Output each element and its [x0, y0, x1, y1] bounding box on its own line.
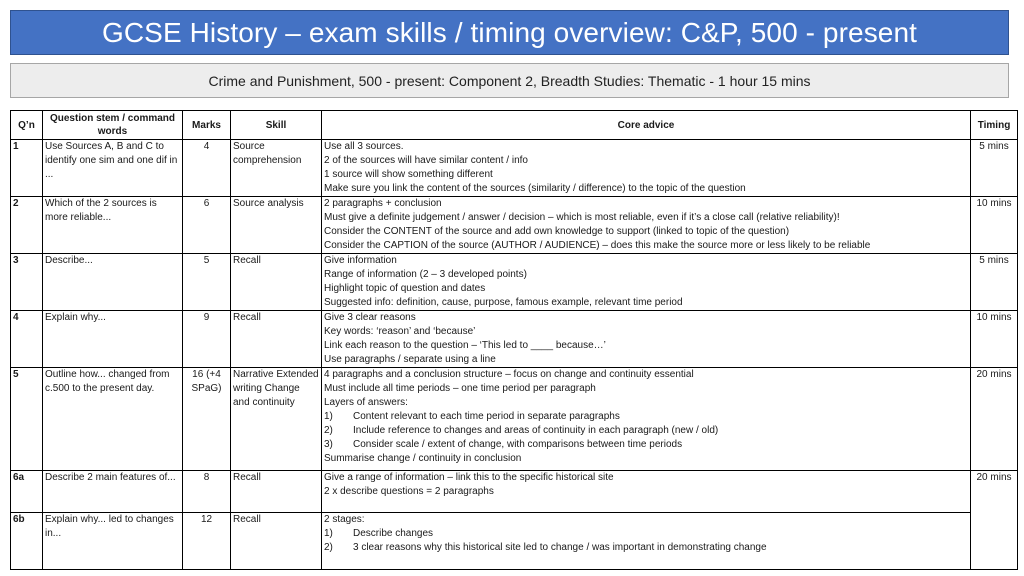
table-row — [11, 140, 1018, 197]
row-marks: 9 — [183, 311, 231, 368]
exam-skills-table — [10, 110, 1018, 570]
table-row — [11, 471, 1018, 513]
header-timing: Timing — [971, 111, 1018, 140]
advice-line: Make sure you link the content of the sources (similarity / difference) to the topic of the question — [324, 183, 746, 194]
table-row — [11, 368, 1018, 471]
row-qn: 6a — [11, 471, 43, 513]
row-advice — [322, 254, 971, 311]
row-advice — [322, 197, 971, 254]
advice-line: Highlight topic of question and dates — [324, 283, 486, 294]
row-skill: Narrative Extended writing Change and continuity — [231, 368, 322, 471]
row-marks: 4 — [183, 140, 231, 197]
list-number: 2) — [324, 542, 333, 553]
row-timing: 10 mins — [971, 197, 1018, 254]
row-marks: 6 — [183, 197, 231, 254]
row-marks: 12 — [183, 513, 231, 570]
row-skill: Source comprehension — [231, 140, 322, 197]
row-timing: 5 mins — [971, 140, 1018, 197]
row-stem: Which of the 2 sources is more reliable... — [43, 197, 183, 254]
row-stem: Explain why... — [43, 311, 183, 368]
list-number: 1) — [324, 411, 333, 422]
header-stem: Question stem / command words — [43, 111, 183, 140]
row-stem: Describe 2 main features of... — [43, 471, 183, 513]
advice-numbered-line — [324, 527, 968, 541]
title-banner — [10, 10, 1009, 55]
advice-line: 2 paragraphs + conclusion — [324, 198, 442, 209]
header-qn: Q’n — [11, 111, 43, 140]
row-stem: Use Sources A, B and C to identify one sim and one dif in ... — [43, 140, 183, 197]
row-qn: 1 — [11, 140, 43, 197]
advice-line: Layers of answers: — [324, 397, 408, 408]
list-text: Describe changes — [353, 528, 434, 539]
advice-line: Use paragraphs / separate using a line — [324, 354, 496, 365]
advice-line: 1 source will show something different — [324, 169, 493, 180]
row-skill: Recall — [231, 513, 322, 570]
page-title: GCSE History – exam skills / timing overview: C&P, 500 - present — [101, 16, 918, 48]
header-skill: Skill — [231, 111, 322, 140]
list-number: 1) — [324, 528, 333, 539]
row-timing: 5 mins — [971, 254, 1018, 311]
advice-numbered-line — [324, 541, 968, 555]
row-qn: 2 — [11, 197, 43, 254]
advice-numbered-line — [324, 424, 968, 438]
advice-line: 2 of the sources will have similar content / info — [324, 155, 528, 166]
row-advice — [322, 140, 971, 197]
list-text: Consider scale / extent of change, with comparisons between time periods — [353, 439, 683, 450]
row-qn: 5 — [11, 368, 43, 471]
row-timing: 20 mins — [971, 471, 1018, 570]
advice-line: Range of information (2 – 3 developed points) — [324, 269, 527, 280]
header-marks: Marks — [183, 111, 231, 140]
row-stem: Describe... — [43, 254, 183, 311]
header-advice: Core advice — [322, 111, 971, 140]
row-stem: Explain why... led to changes in... — [43, 513, 183, 570]
advice-numbered-line — [324, 438, 968, 452]
advice-line: Summarise change / continuity in conclusion — [324, 453, 522, 464]
row-advice — [322, 513, 971, 570]
table-row — [11, 254, 1018, 311]
row-marks: 5 — [183, 254, 231, 311]
row-skill: Recall — [231, 254, 322, 311]
row-qn: 4 — [11, 311, 43, 368]
advice-line: Give a range of information – link this to the specific historical site — [324, 472, 614, 483]
list-number: 3) — [324, 439, 333, 450]
row-marks: 16 (+4 SPaG) — [183, 368, 231, 471]
row-skill: Source analysis — [231, 197, 322, 254]
list-text: Content relevant to each time period in separate paragraphs — [353, 411, 620, 422]
table-header-row — [11, 111, 1018, 140]
list-text: Include reference to changes and areas of continuity in each paragraph (new / old) — [353, 425, 719, 436]
table-row — [11, 197, 1018, 254]
row-skill: Recall — [231, 471, 322, 513]
row-timing: 10 mins — [971, 311, 1018, 368]
list-text: 3 clear reasons why this historical site led to change / was important in demonstrating change — [353, 542, 767, 553]
page-subtitle: Crime and Punishment, 500 - present: Component 2, Breadth Studies: Thematic - 1 hour 15 mins — [208, 72, 811, 89]
row-advice — [322, 368, 971, 471]
subtitle-banner — [10, 63, 1009, 98]
table-row — [11, 311, 1018, 368]
row-marks: 8 — [183, 471, 231, 513]
advice-line: Must include all time periods – one time period per paragraph — [324, 383, 596, 394]
advice-line: Link each reason to the question – ‘This led to ____ because…’ — [324, 340, 606, 351]
advice-line: Consider the CONTENT of the source and add own knowledge to support (linked to topic of the question) — [324, 226, 790, 237]
row-qn: 3 — [11, 254, 43, 311]
row-advice — [322, 311, 971, 368]
advice-numbered-line — [324, 410, 968, 424]
advice-line: 2 stages: — [324, 514, 365, 525]
row-skill: Recall — [231, 311, 322, 368]
advice-line: Consider the CAPTION of the source (AUTHOR / AUDIENCE) – does this make the source more or less likely to be reliable — [324, 240, 871, 251]
advice-line: 2 x describe questions = 2 paragraphs — [324, 486, 494, 497]
row-stem: Outline how... changed from c.500 to the present day. — [43, 368, 183, 471]
advice-line: Suggested info: definition, cause, purpose, famous example, relevant time period — [324, 297, 683, 308]
row-advice — [322, 471, 971, 513]
advice-line: Give information — [324, 255, 397, 266]
advice-line: Key words: ‘reason’ and ‘because’ — [324, 326, 476, 337]
advice-line: 4 paragraphs and a conclusion structure – focus on change and continuity essential — [324, 369, 694, 380]
table-row — [11, 513, 1018, 570]
row-qn: 6b — [11, 513, 43, 570]
list-number: 2) — [324, 425, 333, 436]
advice-line: Give 3 clear reasons — [324, 312, 416, 323]
advice-line: Use all 3 sources. — [324, 141, 404, 152]
advice-line: Must give a definite judgement / answer / decision – which is most reliable, even if it’s a close call (relative reliability)! — [324, 212, 840, 223]
row-timing: 20 mins — [971, 368, 1018, 471]
